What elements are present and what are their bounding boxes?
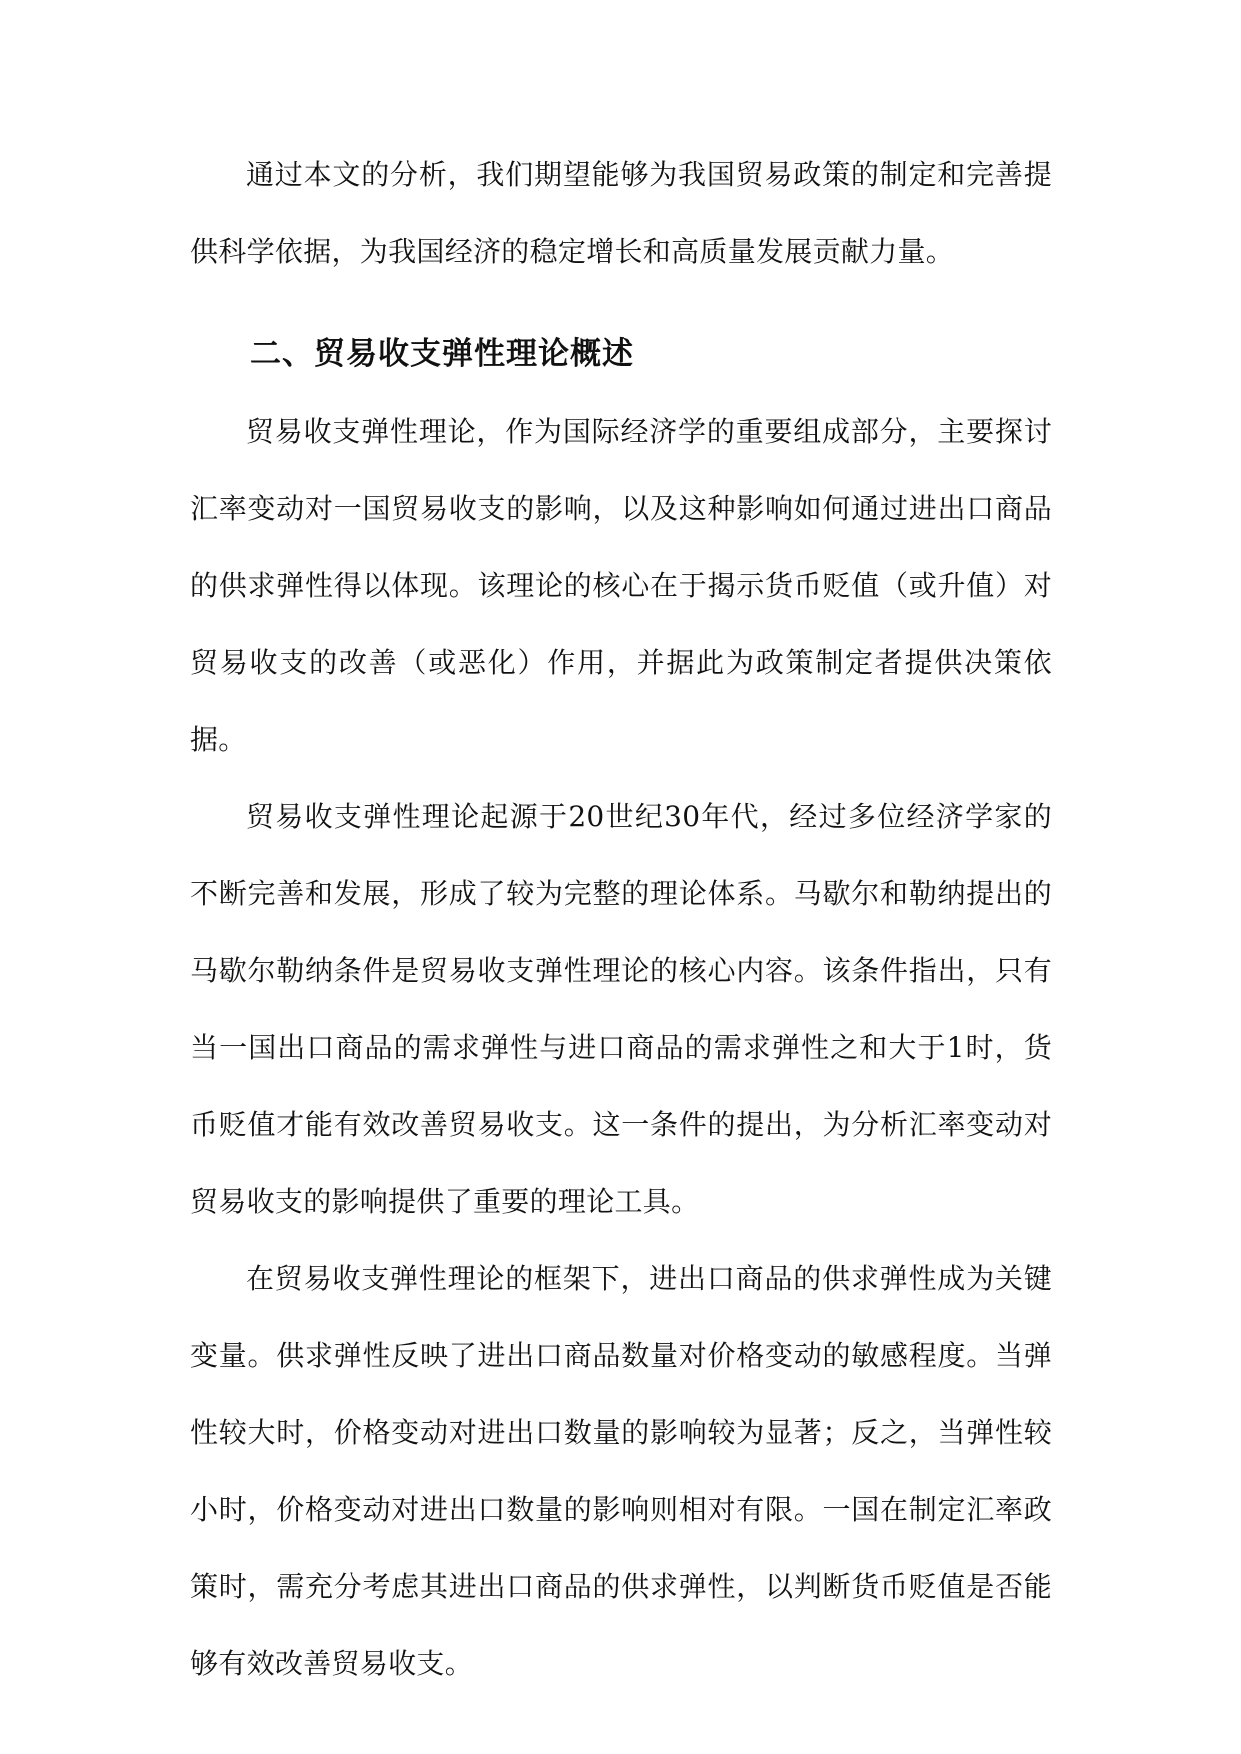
document-body [190,136,1052,1702]
intro-paragraph: 通过本文的分析，我们期望能够为我国贸易政策的制定和完善提供科学依据，为我国经济的稳定增长和高质量发展贡献力量。 [190,158,1052,268]
body-paragraph-1: 贸易收支弹性理论，作为国际经济学的重要组成部分，主要探讨汇率变动对一国贸易收支的影响，以及这种影响如何通过进出口商品的供求弹性得以体现。该理论的核心在于揭示货币贬值（或升值）对贸易收支的改善（或恶化）作用，并据此为政策制定者提供决策依据。 [190,415,1052,756]
body-paragraph-3: 在贸易收支弹性理论的框架下，进出口商品的供求弹性成为关键变量。供求弹性反映了进出口商品数量对价格变动的敏感程度。当弹性较大时，价格变动对进出口数量的影响较为显著；反之，当弹性较小时，价格变动对进出口数量的影响则相对有限。一国在制定汇率政策时，需充分考虑其进出口商品的供求弹性，以判断货币贬值是否能够有效改善贸易收支。 [190,1262,1052,1680]
body-paragraph-2: 贸易收支弹性理论起源于20世纪30年代，经过多位经济学家的不断完善和发展，形成了较为完整的理论体系。马歇尔和勒纳提出的马歇尔勒纳条件是贸易收支弹性理论的核心内容。该条件指出，只有当一国出口商品的需求弹性与进口商品的需求弹性之和大于1时，货币贬值才能有效改善贸易收支。这一条件的提出，为分析汇率变动对贸易收支的影响提供了重要的理论工具。 [190,800,1052,1218]
section-heading: 二、贸易收支弹性理论概述 [250,336,634,372]
